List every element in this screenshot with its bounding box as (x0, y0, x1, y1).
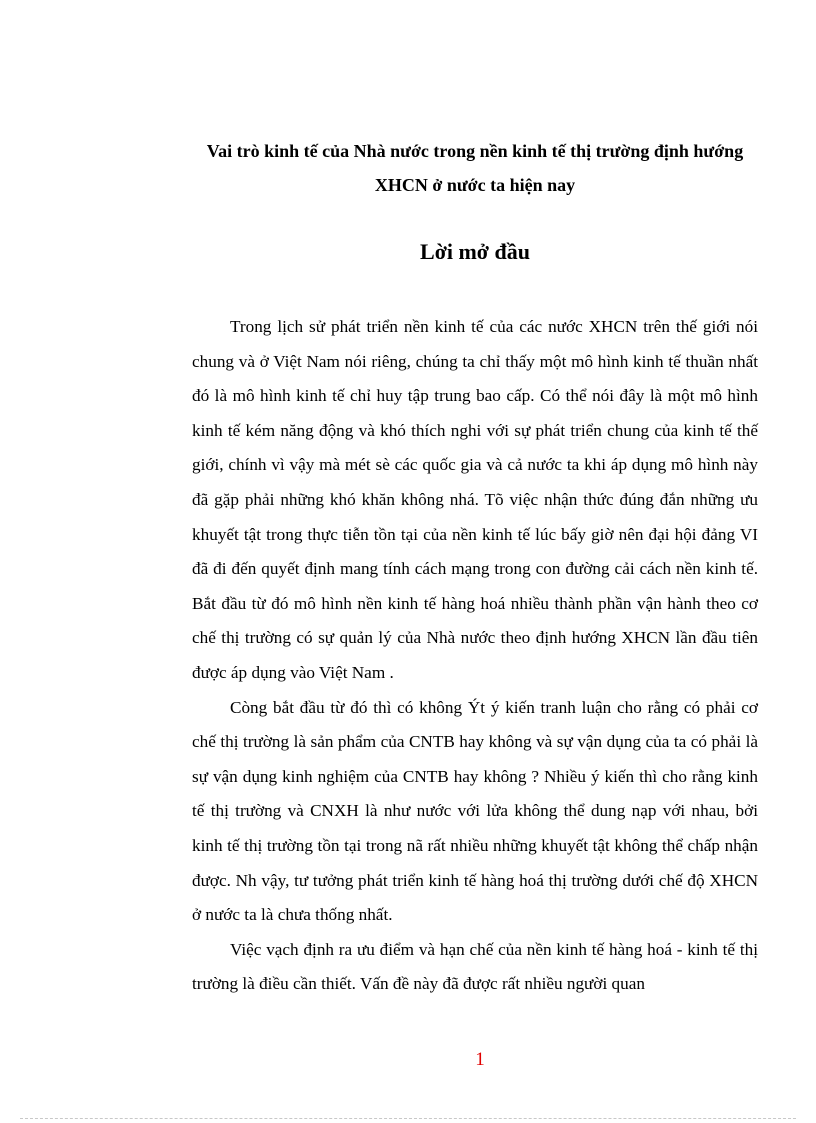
document-title-line-1: Vai trò kinh tế của Nhà nước trong nền kinh tế thị trường định hướng (206, 141, 744, 161)
paragraph-2: Còng bắt đầu từ đó thì có không Ýt ý kiến tranh luận cho rằng có phải cơ chế thị trường là sản phẩm của CNTB hay không và sự vận dụng của ta có phải là sự vận dụng kinh nghiệm của CNTB hay không ? Nhiều ý kiến thì cho rằng kinh tế thị trường và CNXH là như nước với lửa không thể dung nạp với nhau, bởi kinh tế thị trường tồn tại trong nã rất nhiều những khuyết tật không thể chấp nhận được. Nh vậy, tư tưởng phát triển kinh tế hàng hoá thị trường dưới chế độ XHCN ở nước ta là chưa thống nhất. (192, 697, 758, 925)
document-title-line-2: XHCN ở nước ta hiện nay (374, 175, 576, 195)
page-bottom-border (20, 1118, 796, 1119)
body-text (192, 310, 758, 1002)
page-number: 1 (475, 1049, 485, 1070)
section-heading: Lời mở đầu (420, 239, 530, 264)
paragraph-1: Trong lịch sử phát triển nền kinh tế của các nước XHCN trên thế giới nói chung và ở Việt Nam nói riêng, chúng ta chỉ thấy một mô hình kinh tế thuần nhất đó là mô hình kinh tế chỉ huy tập trung bao cấp. Có thể nói đây là một mô hình kinh tế kém năng động và khó thích nghi với sự phát triển chung của kinh tế thế giới, chính vì vậy mà mét sè các quốc gia và cả nước ta khi áp dụng mô hình này đã gặp phải những khó khăn không nhá. Tõ việc nhận thức đúng đắn những ưu khuyết tật trong thực tiễn tồn tại của nền kinh tế lúc bấy giờ nên đại hội đảng VI đã đi đến quyết định mang tính cách mạng trong con đường cải cách nền kinh tế. Bắt đầu từ đó mô hình nền kinh tế hàng hoá nhiều thành phần vận hành theo cơ chế thị trường có sự quản lý của Nhà nước theo định hướng XHCN lần đầu tiên được áp dụng vào Việt Nam . (192, 317, 758, 682)
paragraph-3: Việc vạch định ra ưu điểm và hạn chế của nền kinh tế hàng hoá - kinh tế thị trường là điều cần thiết. Vấn đề này đã được rất nhiều người quan (192, 939, 758, 994)
document-title (170, 134, 780, 202)
